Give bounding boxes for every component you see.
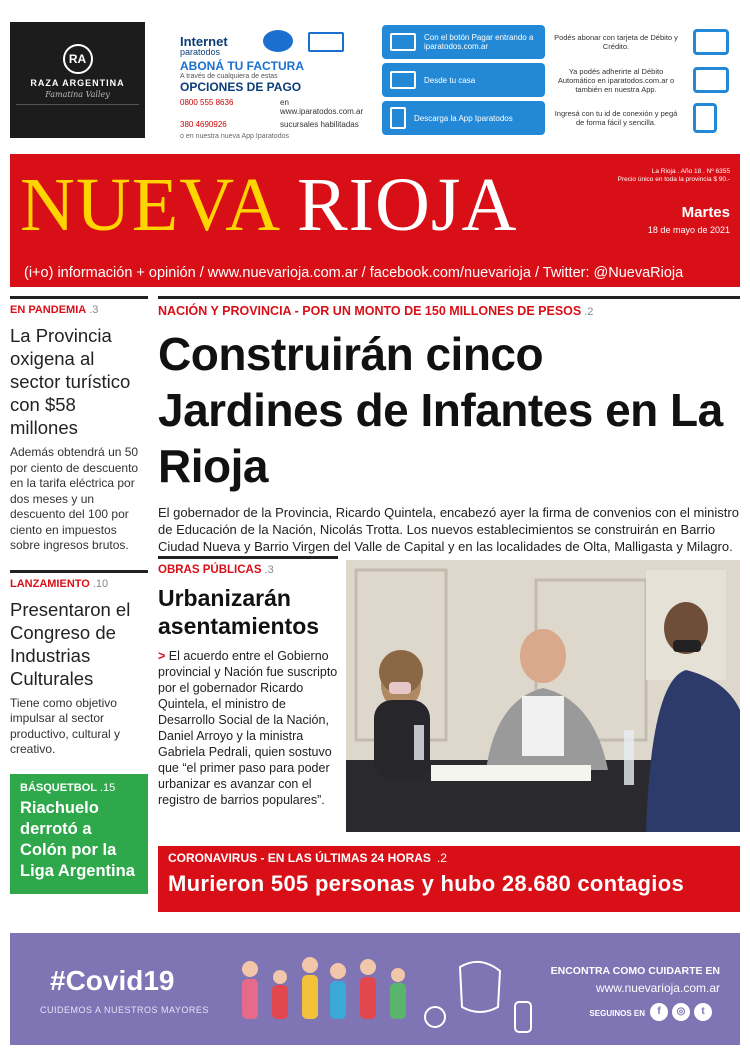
story-headline[interactable]: La Provincia oxigena al sector turístico con $58 millones [10, 325, 131, 438]
ad-footer-left: o en nuestra nueva [180, 133, 240, 140]
sidebar-story[interactable] [10, 570, 148, 758]
ad-title-sub: paratodos [180, 47, 221, 57]
people-illustration [230, 947, 550, 1041]
payment-option-desc: Podés abonar con tarjeta de Débito y Crédito. [554, 33, 678, 51]
masthead-strapline[interactable]: (i+o) información + opinión / www.nuevarioja.com.ar / facebook.com/nuevarioja / Twitter: @NuevaRioja [24, 265, 684, 281]
ad-contact-row-2 [180, 120, 383, 129]
instagram-icon[interactable]: ◎ [672, 1003, 690, 1021]
page-ref: .15 [100, 781, 116, 794]
page-ref: .2 [436, 851, 447, 865]
ad-branches: sucursales habilitadas [280, 120, 359, 129]
laptop-icon [308, 32, 344, 52]
internet-paratodos-ad[interactable] [168, 22, 383, 138]
payment-option-desc: Ya podés adherirte al Débito Automático en iparatodos.com.ar o también en nuestra App. [557, 66, 675, 94]
sports-story[interactable] [10, 774, 148, 894]
obras-story [158, 556, 338, 808]
home-icon [263, 30, 293, 52]
facebook-icon[interactable]: f [650, 1003, 668, 1021]
issue-day: Martes [681, 204, 730, 221]
sidebar [10, 296, 148, 894]
debit-card-icon [693, 67, 729, 93]
covid-banner[interactable] [10, 933, 740, 1045]
home-pay-button[interactable] [382, 63, 545, 97]
ad-footer-app: App Iparatodos [241, 133, 289, 140]
story-summary: Tiene como objetivo impulsar al sector productivo, cultural y creativo. [10, 695, 121, 756]
banner-subtitle: CUIDEMOS A NUESTROS MAYORES [40, 1005, 209, 1015]
page-ref: .10 [92, 577, 109, 590]
raza-argentina-ad[interactable] [10, 22, 145, 138]
credit-card-icon [693, 29, 729, 55]
banner-url[interactable]: www.nuevarioja.com.ar [595, 981, 720, 995]
monitor-icon [390, 71, 416, 89]
payment-option-row [382, 24, 740, 60]
newspaper-title[interactable] [20, 162, 517, 248]
tap-phone-icon [693, 103, 717, 133]
story-headline[interactable]: Urbanizarán asentamientos [158, 585, 320, 639]
story-body [158, 648, 338, 808]
coronavirus-story[interactable] [158, 846, 740, 912]
price: Precio único en toda la provincia $ 90.- [617, 176, 730, 184]
story-summary: Además obtendrá un 50 por ciento de descuento en la tarifa eléctrica por dos meses y un descuento del 100 por ciento en impuestos sobre ingresos brutos. [10, 445, 139, 552]
sidebar-story[interactable] [10, 296, 148, 554]
payment-option-desc: Ingresá con tu id de conexión y pegá de forma fácil y sencilla. [554, 109, 678, 127]
follow-label: SEGUINOS EN [589, 1009, 645, 1018]
signing-photo[interactable] [346, 560, 740, 832]
main-headline[interactable]: Construirán cinco Jardines de Infantes en La Rioja [158, 328, 723, 492]
issue-number: La Rioja . Año 18 . Nº 6355 [651, 168, 730, 175]
laptop-pay-icon [390, 33, 416, 51]
page-ref: .3 [89, 304, 99, 316]
bullet-marker: > [158, 649, 166, 663]
app-download-button[interactable] [382, 101, 545, 135]
kicker-label: OBRAS PÚBLICAS [158, 564, 262, 576]
pay-button-label: Con el botón Pagar entrando a iparatodos.com.ar [424, 33, 534, 51]
phone-2: 380 4690926 [180, 120, 227, 129]
story-headline[interactable]: Murieron 505 personas y hubo 28.680 contagios [168, 871, 684, 896]
story-kicker [10, 570, 148, 590]
pay-button[interactable] [382, 25, 545, 59]
pay-button-label: Desde tu casa [424, 75, 476, 85]
kicker-label: BÁSQUETBOL [20, 781, 97, 794]
top-ad-bar [10, 22, 740, 140]
main-lead: El gobernador de la Provincia, Ricardo Quintela, encabezó ayer la firma de convenios con el ministro de Educación de la Nación, Nicolás Trotta. Los nuevos establecimientos se construirán en Barrio Ciudad Nueva y Barrio Virgen del Valle de Capital y en las localidades de Olta, Malligasta y Milagro. [158, 505, 739, 554]
story-headline[interactable]: Presentaron el Congreso de Industrias Culturales [10, 598, 131, 689]
ad-web: en www.iparatodos.com.ar [280, 98, 364, 116]
story-kicker [158, 556, 338, 576]
issue-meta [590, 168, 730, 185]
story-kicker [10, 296, 148, 316]
payment-option-row [382, 62, 740, 98]
kicker-label: LANZAMIENTO [10, 577, 90, 590]
kicker-label: CORONAVIRUS - EN LAS ÚLTIMAS 24 HORAS [168, 851, 431, 865]
ra-logo: RA [63, 44, 93, 74]
main-story [158, 296, 740, 555]
phone-icon [390, 107, 406, 129]
payment-option-row [382, 100, 740, 136]
ad-title: Internet [180, 34, 228, 49]
banner-hashtag: #Covid19 [50, 965, 175, 996]
ad-tagline: Famatina Valley [45, 90, 110, 99]
kicker-label: NACIÓN Y PROVINCIA - POR UN MONTO DE 150 MILLONES DE PESOS [158, 304, 582, 318]
kicker-label: EN PANDEMIA [10, 304, 87, 316]
ad-fine-print [16, 104, 139, 132]
story-headline[interactable]: Riachuelo derrotó a Colón por la Liga Argentina [20, 798, 135, 880]
ad-headline: ABONÁ TU FACTURA [180, 59, 304, 73]
payment-options-ad [382, 22, 740, 138]
photo-illustration [346, 560, 740, 832]
title-part-1: NUEVA [20, 163, 277, 247]
title-part-2: RIOJA [296, 163, 518, 247]
story-kicker [20, 782, 140, 794]
main-kicker [158, 296, 740, 318]
issue-date: 18 de mayo de 2021 [647, 225, 730, 235]
phone-1: 0800 555 8636 [180, 98, 234, 107]
page-ref: .3 [264, 564, 274, 576]
ad-brand: RAZA ARGENTINA [30, 78, 125, 88]
ad-footer [180, 133, 383, 140]
pay-button-label: Descarga la App Iparatodos [414, 113, 513, 123]
ad-headline-2: OPCIONES DE PAGO [180, 80, 302, 94]
ad-contact-row-1 [180, 98, 383, 116]
story-kicker [168, 851, 730, 865]
masthead [10, 154, 740, 287]
page-ref: .2 [584, 306, 594, 318]
banner-cta: ENCONTRA COMO CUIDARTE EN [550, 965, 720, 977]
twitter-icon[interactable]: t [694, 1003, 712, 1021]
story-body-text: El acuerdo entre el Gobierno provincial y Nación fue suscripto por el gobernador Ricardo Quintela, el ministro de Desarrollo Social de la Nación, Daniel Arroyo y la ministra Gabriela Pedrali, quien sostuvo que “el primer paso para poder urbanizar es avanzar con el registro de barrios populares”. [158, 649, 338, 807]
ad-subline: A través de cualquiera de estas [180, 73, 278, 80]
